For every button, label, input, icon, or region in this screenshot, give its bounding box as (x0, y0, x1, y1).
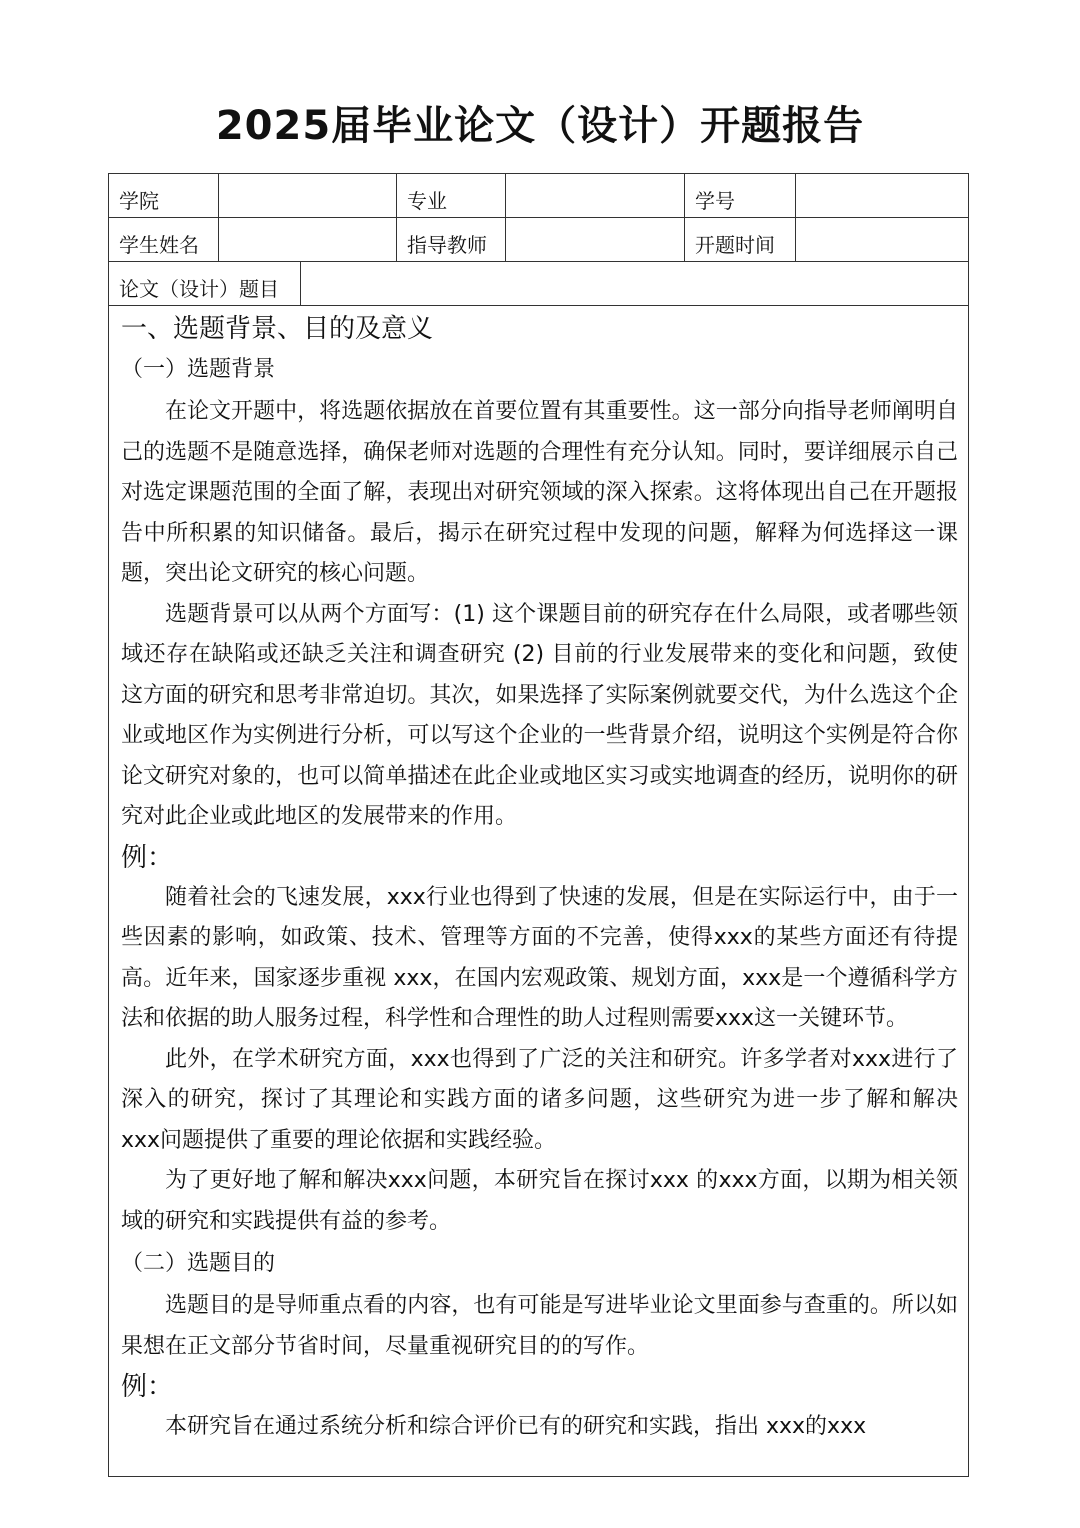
student-name-value-cell[interactable] (219, 218, 397, 261)
proposal-time-value-cell[interactable] (796, 218, 967, 261)
form-row-college (109, 174, 968, 218)
paragraph: 选题背景可以从两个方面写：(1) 这个课题目前的研究存在什么局限，或者哪些领域还存在缺陷或还缺乏关注和调查研究 (2) 目前的行业发展带来的变化和问题，致使这方面的研究和思考非常迫切。其次，如果选择了实际案例就要交代，为什么选这个企业或地区作为实例进行分析，可以写这个企业的一些背景介绍，说明这个实例是符合你论文研究对象的，也可以简单描述在此企业或地区实习或实地调查的经历，说明你的研究对此企业或此地区的发展带来的作用。 (121, 601, 958, 829)
major-value-cell[interactable] (506, 174, 685, 217)
advisor-value-cell[interactable] (506, 218, 685, 261)
student-name-label: 学生姓名 (109, 218, 219, 261)
section-heading-background-purpose: 一、选题背景、目的及意义 (121, 314, 434, 344)
major-label: 专业 (397, 174, 506, 217)
paragraph: 此外，在学术研究方面，xxx也得到了广泛的关注和研究。许多学者对xxx进行了深入的研究，探讨了其理论和实践方面的诸多问题，这些研究为进一步了解和解决 xxx问题提供了重要的理论依据和实践经验。 (121, 1046, 958, 1153)
paragraph: 为了更好地了解和解决xxx问题，本研究旨在探讨xxx 的xxx方面，以期为相关领域的研究和实践提供有益的参考。 (121, 1168, 958, 1234)
college-value-cell[interactable] (219, 174, 397, 217)
proposal-content (109, 306, 968, 1476)
paragraph: 本研究旨在通过系统分析和综合评价已有的研究和实践，指出 xxx的xxx (165, 1414, 867, 1439)
thesis-title-label: 论文（设计）题目 (109, 262, 301, 305)
paragraph: 在论文开题中，将选题依据放在首要位置有其重要性。这一部分向指导老师阐明自己的选题不是随意选择，确保老师对选题的合理性有充分认知。同时，要详细展示自己对选定课题范围的全面了解，表现出对研究领域的深入探索。这将体现出自己在开题报告中所积累的知识储备。最后，揭示在研究过程中发现的问题，解释为何选择这一课题，突出论文研究的核心问题。 (121, 399, 958, 586)
example-label: 例： (121, 842, 174, 873)
advisor-label: 指导教师 (397, 218, 506, 261)
student-id-label: 学号 (685, 174, 796, 217)
subheading-purpose: （二）选题目的 (121, 1251, 276, 1276)
proposal-time-label: 开题时间 (685, 218, 796, 261)
thesis-title-value-cell[interactable] (301, 262, 967, 305)
paragraph: 随着社会的飞速发展，xxx行业也得到了快速的发展，但是在实际运行中，由于一些因素的影响，如政策、技术、管理等方面的不完善，使得xxx的某些方面还有待提高。近年来，国家逐步重视 xxx，在国内宏观政策、规划方面，xxx是一个遵循科学方法和依据的助人服务过程，科学性和合理性的助人过程则需要xxx这一关键环节。 (121, 884, 958, 1031)
document-title: 2025届毕业论文（设计）开题报告 (215, 103, 865, 149)
college-label: 学院 (109, 174, 219, 217)
paragraph: 选题目的是导师重点看的内容，也有可能是写进毕业论文里面参与查重的。所以如果想在正文部分节省时间，尽量重视研究目的的写作。 (121, 1293, 958, 1359)
form-row-thesis-title (109, 262, 968, 306)
example-label: 例： (121, 1372, 174, 1402)
student-id-value-cell[interactable] (796, 174, 967, 217)
subheading-background: （一）选题背景 (121, 357, 276, 382)
form-row-student (109, 218, 968, 262)
proposal-form-table (108, 173, 969, 1477)
